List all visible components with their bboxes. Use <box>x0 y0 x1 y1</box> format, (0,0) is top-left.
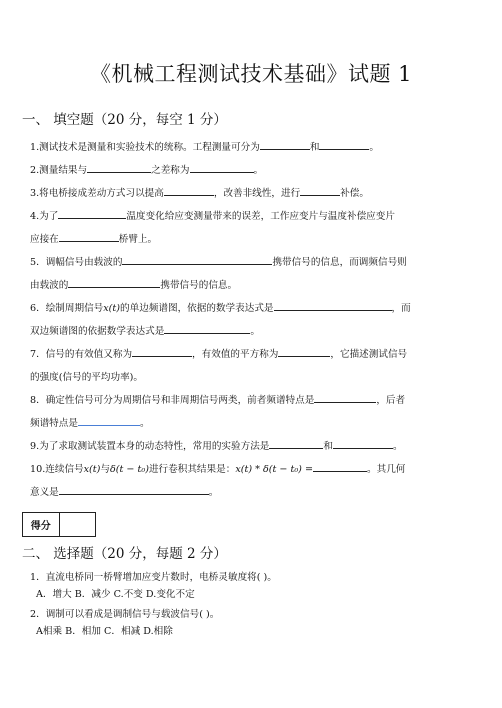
q10-math-convolution: x(t) * δ(t − t₀) = <box>235 464 314 475</box>
q3-blank-2[interactable] <box>300 185 340 196</box>
q9-blank-1[interactable] <box>269 438 323 449</box>
q10-blank-1[interactable] <box>313 461 367 472</box>
q6-math-xt: x(t) <box>103 303 121 314</box>
q4-text-b: 温度变化给应变测量带来的误差，工作应变片与温度补偿应变片 <box>126 211 395 222</box>
mc-question-1 <box>30 570 277 603</box>
question-1 <box>30 136 472 159</box>
q8-text-b: ，后者 <box>376 395 406 406</box>
q9-text-c: 。 <box>393 441 403 452</box>
q2-text-b: 之差称为 <box>151 165 190 176</box>
q7-blank-2[interactable] <box>278 346 330 357</box>
q4-text-d: 桥臂上。 <box>118 234 158 245</box>
q8-blank-1[interactable] <box>314 392 376 403</box>
q8-blank-2[interactable] <box>78 415 140 426</box>
q7-text-a: 7．信号的有效值又称为 <box>30 349 133 360</box>
q8-text-c: 频谱特点是 <box>30 418 78 429</box>
q3-text-c: 补偿。 <box>340 188 369 199</box>
q9-blank-2[interactable] <box>333 438 393 449</box>
score-label: 得分 <box>23 513 60 536</box>
q4-text-c: 应接在 <box>30 234 59 245</box>
q1-blank-1[interactable] <box>260 139 310 150</box>
q5-text-a: 5．调幅信号由载波的 <box>30 257 123 268</box>
q6-text-e: 。 <box>250 326 260 337</box>
score-box <box>22 512 96 537</box>
q5-blank-1[interactable] <box>122 254 272 265</box>
q5-blank-2[interactable] <box>68 277 160 288</box>
q4-blank-1[interactable] <box>58 208 126 219</box>
section-heading-fill-blank: 一、 填空题（20 分，每空 1 分） <box>22 112 227 128</box>
mc-question-2 <box>30 607 219 640</box>
q10-text-e: 意义是 <box>30 487 59 498</box>
q8-text-d: 。 <box>139 418 150 429</box>
q1-text-c: 。 <box>369 142 379 153</box>
q6-blank-2[interactable] <box>164 323 250 334</box>
mc2-options[interactable]: A相乘 B．相加 C．相减 D.相除 <box>36 625 173 637</box>
q7-text-c: ，它描述测试信号 <box>330 349 408 360</box>
q1-blank-2[interactable] <box>319 139 369 150</box>
q3-text-a: 3.将电桥接成差动方式习以提高 <box>30 188 164 199</box>
score-field[interactable] <box>60 513 96 536</box>
q1-text-b: 和 <box>309 142 320 153</box>
q6-blank-1[interactable] <box>274 300 392 311</box>
mc2-stem: 2．调制可以看成是调制信号与载波信号( )。 <box>30 609 220 620</box>
mc1-options[interactable]: A．增大 B．减少 C.不变 D.变化不定 <box>36 588 195 600</box>
question-6 <box>30 297 472 343</box>
q10-text-c: 进行卷积其结果是： <box>148 464 236 475</box>
q9-text-a: 9.为了求取测试装置本身的动态特性，常用的实验方法是 <box>30 441 270 452</box>
section-heading-multiple-choice: 二、 选择题（20 分，每题 2 分） <box>22 546 227 562</box>
q10-math-delta: δ(t − t₀) <box>110 464 149 475</box>
q10-math-xt: x(t) <box>83 464 101 475</box>
q10-blank-2[interactable] <box>59 484 209 495</box>
q4-blank-2[interactable] <box>59 231 119 242</box>
mc1-stem: 1．直流电桥同一桥臂增加应变片数时，电桥灵敏度将( )。 <box>30 572 277 583</box>
question-4 <box>30 205 472 251</box>
q10-text-d: 。其几何 <box>367 464 406 475</box>
question-9 <box>30 435 472 458</box>
q9-text-b: 和 <box>323 441 333 452</box>
q4-text-a: 4.为了 <box>30 211 59 222</box>
q3-text-b: ，改善非线性，进行 <box>213 188 301 199</box>
q7-text-b: ，有效值的平方称为 <box>192 349 279 360</box>
question-10 <box>30 458 472 504</box>
q10-text-a: 10.连续信号 <box>30 464 84 475</box>
q2-blank-2[interactable] <box>190 162 254 173</box>
q2-blank-1[interactable] <box>87 162 151 173</box>
question-5 <box>30 251 472 297</box>
question-2 <box>30 159 472 182</box>
q6-text-d: 双边频谱图的依据数学表达式是 <box>30 326 165 337</box>
q2-text-c: 。 <box>253 165 264 176</box>
q10-text-b: 与 <box>100 464 110 475</box>
q5-text-d: 携带信号的信息。 <box>160 280 238 291</box>
q8-text-a: 8．确定性信号可分为周期信号和非周期信号两类，前者频谱特点是 <box>30 395 315 406</box>
q10-text-f: 。 <box>208 487 219 498</box>
q7-text-d: 的强度(信号的平均功率)。 <box>30 372 144 383</box>
q7-blank-1[interactable] <box>132 346 192 357</box>
q5-text-b: 携带信号的信息，而调频信号则 <box>272 257 407 268</box>
page-title: 《机械工程测试技术基础》试题 1 <box>89 62 413 86</box>
question-3 <box>30 182 472 205</box>
question-8 <box>30 389 472 435</box>
q3-blank-1[interactable] <box>164 185 214 196</box>
q2-text-a: 2.测量结果与 <box>30 165 88 176</box>
q1-text-a: 1.测试技术是测量和实验技术的统称。工程测量可分为 <box>30 142 260 153</box>
q6-text-c: ，而 <box>391 303 411 314</box>
q6-text-a: 6．绘制周期信号 <box>30 303 104 314</box>
q5-text-c: 由载波的 <box>30 280 69 291</box>
question-7 <box>30 343 472 389</box>
q6-text-b: 的单边频谱图，依据的数学表达式是 <box>120 303 274 314</box>
